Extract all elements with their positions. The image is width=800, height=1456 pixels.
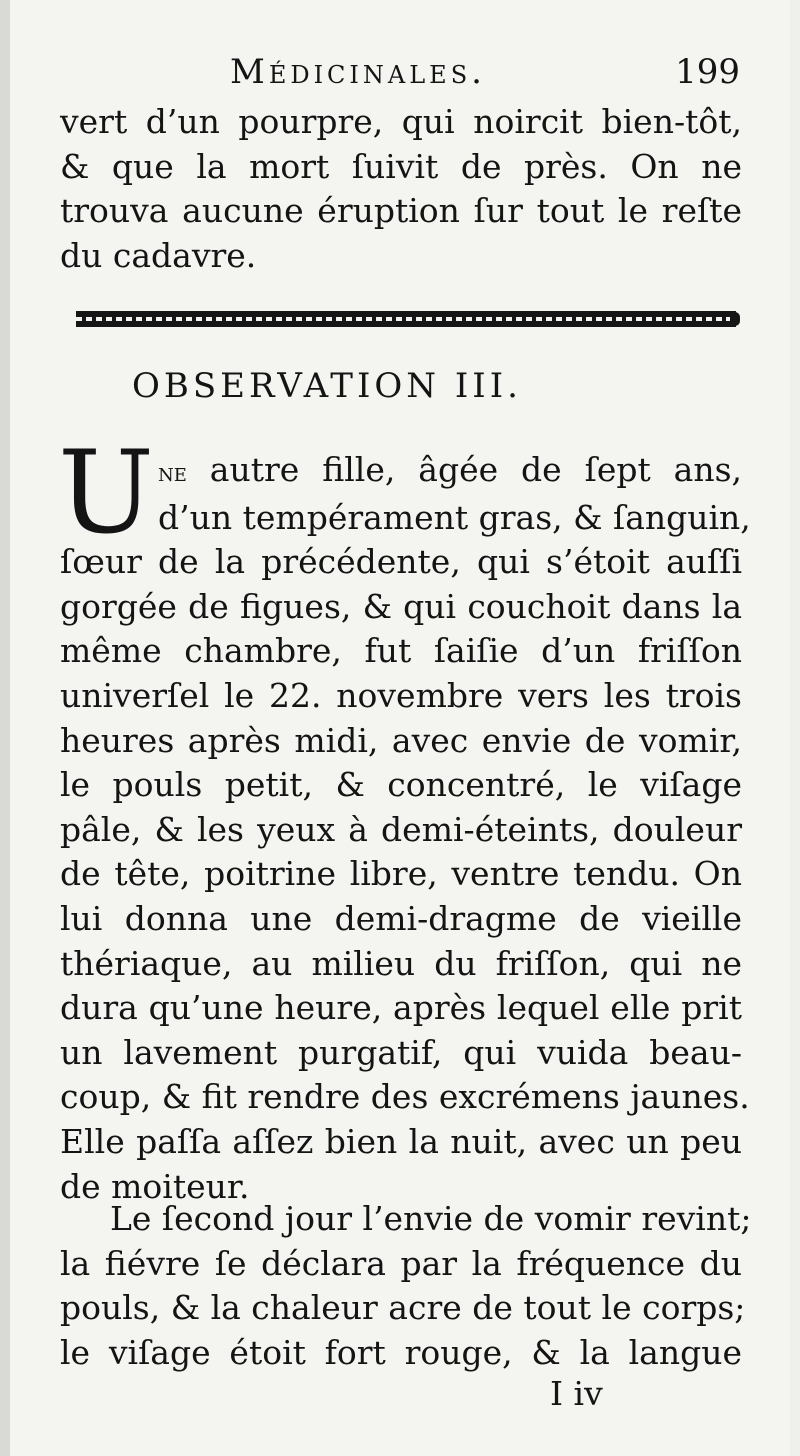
text-line: de tête, poitrine libre, ventre tendu. On — [60, 854, 742, 894]
section-heading: OBSERVATION III. — [132, 366, 522, 406]
paragraph-observation — [58, 426, 751, 1209]
continuation-text — [60, 100, 742, 278]
text-line: dura qu’une heure, après lequel elle prit — [60, 988, 742, 1028]
text-line: le viſage étoit fort rouge, & la langue — [60, 1332, 742, 1372]
text-line: le pouls petit, & concentré, le viſage — [60, 765, 742, 805]
text-line: un lavement purgatif, qui vuida beau- — [60, 1032, 742, 1072]
paragraph-second-day — [60, 1197, 752, 1375]
signature-mark: I iv — [550, 1374, 603, 1413]
text-line: la fiévre ſe déclara par la fréquence du — [60, 1243, 742, 1283]
first-word-tail: ne — [158, 458, 187, 488]
text-line: d’un tempérament gras, & ſanguin, — [158, 497, 751, 537]
text-line: ſœur de la précédente, qui s’étoit auſſi — [60, 542, 742, 582]
page-edge — [0, 0, 10, 1456]
drop-cap: U — [58, 426, 155, 559]
text-line-rest: autre fille, âgée de ſept ans, — [186, 450, 742, 489]
text-line: pouls, & la chaleur acre de tout le corps; — [60, 1288, 746, 1328]
text-line: trouva aucune éruption ſur tout le reſte — [60, 191, 742, 231]
running-title: Médicinales. — [230, 52, 486, 92]
text-line: gorgée de figues, & qui couchoit dans la — [60, 586, 742, 626]
text-line: univerſel le 22. novembre vers les trois — [60, 675, 742, 715]
text-line: lui donna une demi-dragme de vieille — [60, 898, 742, 938]
text-line: Le ſecond jour l’envie de vomir revint; — [110, 1199, 752, 1238]
text-line — [60, 448, 742, 496]
page-number: 199 — [675, 52, 740, 92]
text-line: Elle paſſa aſſez bien la nuit, avec un peu — [60, 1121, 742, 1161]
text-line: de moiteur. — [60, 1166, 250, 1206]
text-line: coup, & fit rendre des excrémens jaunes. — [60, 1077, 750, 1117]
text-line: vert d’un pourpre, qui noircit bien-tôt, — [60, 102, 742, 141]
ornamental-rule — [76, 311, 736, 327]
text-line: pâle, & les yeux à demi-éteints, douleur — [60, 809, 742, 849]
running-head — [60, 52, 740, 96]
text-line: thériaque, au milieu du friſſon, qui ne — [60, 943, 742, 983]
text-line: même chambre, fut ſaiſie d’un friſſon — [60, 631, 742, 671]
text-line: heures après midi, avec envie de vomir, — [60, 720, 742, 760]
text-line: du cadavre. — [60, 235, 257, 275]
text-line: & que la mort ſuivit de près. On ne — [60, 146, 742, 186]
